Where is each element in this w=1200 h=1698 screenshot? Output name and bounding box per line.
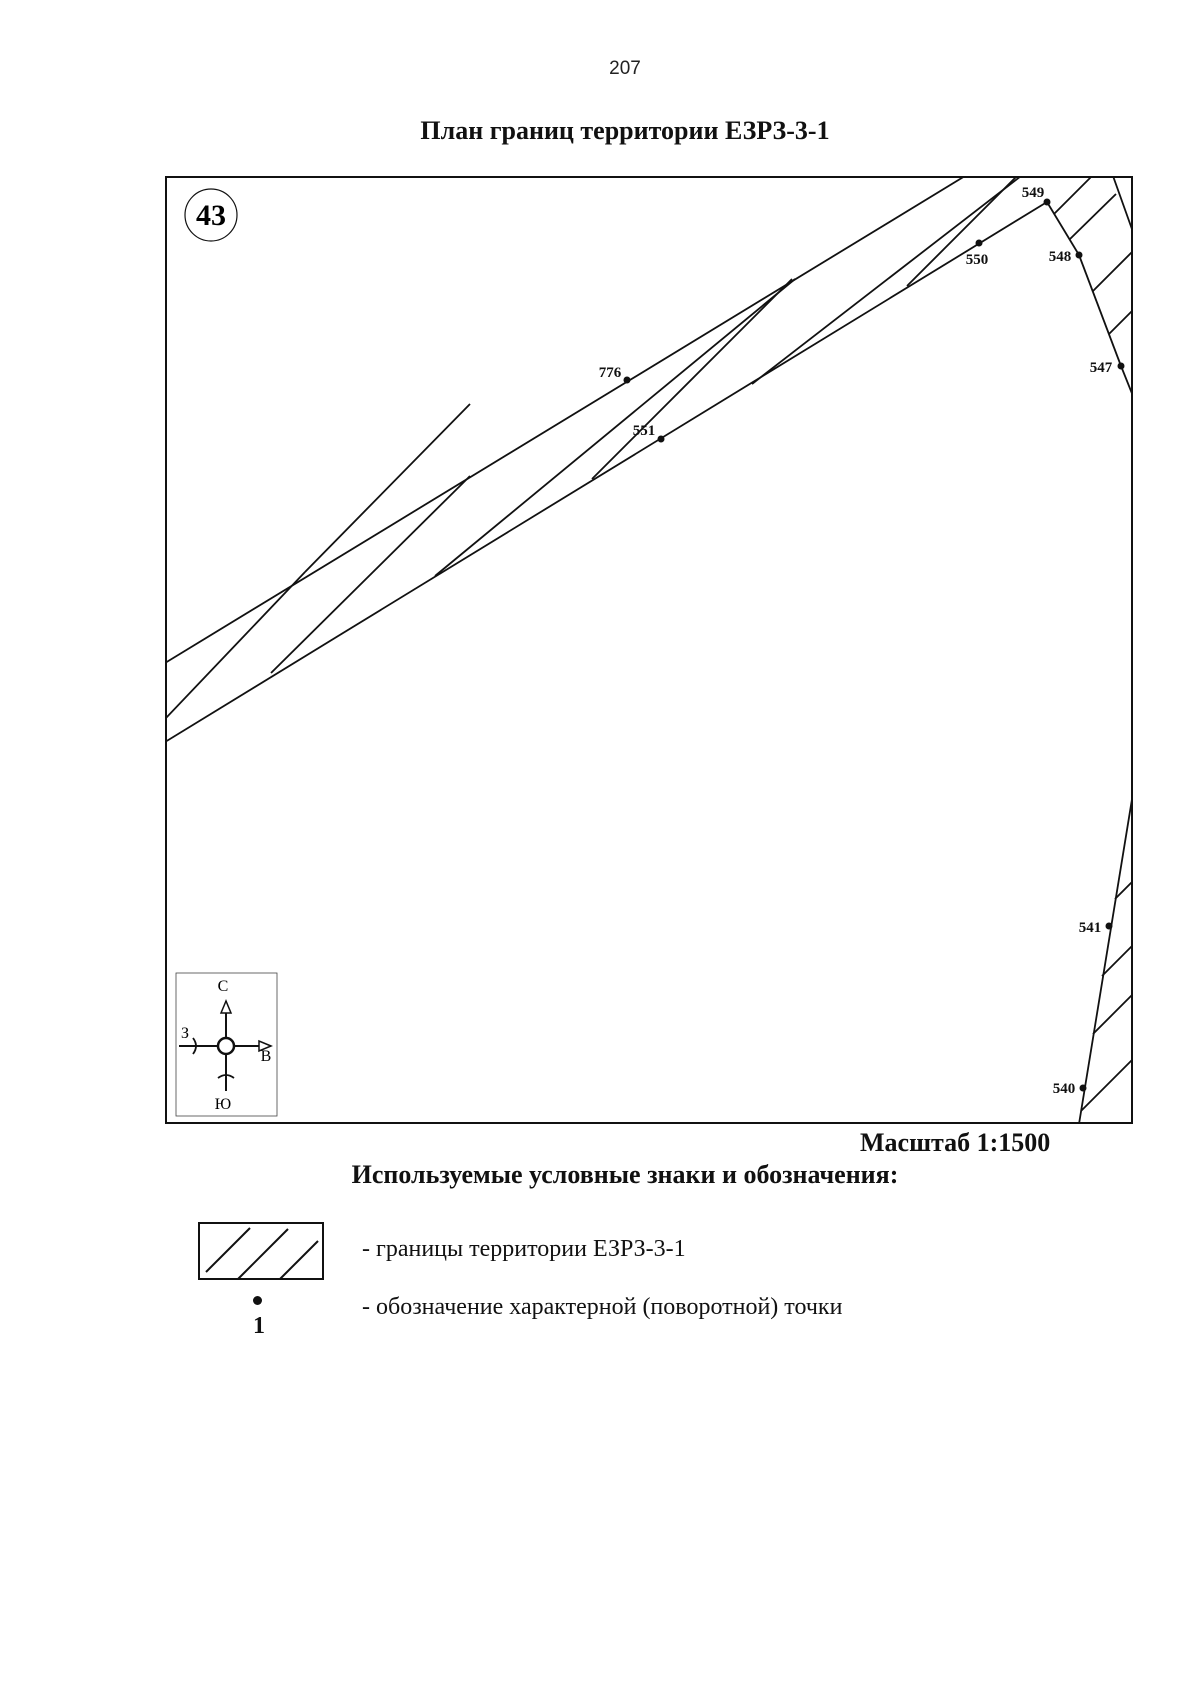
page-title: План границ территории ЕЗРЗ-3-1: [420, 116, 830, 145]
strip-upper-edge: [165, 176, 965, 663]
boundary-plan-map: [165, 176, 1133, 1124]
hatch-line: [1070, 194, 1116, 239]
hatch-line: [752, 176, 1021, 384]
hatch-line: [1093, 251, 1133, 291]
point-label: 541: [1078, 920, 1102, 936]
compass-rose: [176, 973, 277, 1116]
strip-lower-edge: [165, 202, 1047, 742]
point-marker: [1076, 252, 1083, 259]
hatch-line: [305, 404, 470, 572]
characteristic-points: [599, 185, 1125, 1097]
legend-hatch-swatch: [198, 1222, 324, 1280]
boundary-edge: [1113, 176, 1133, 232]
hatch-line: [592, 279, 792, 479]
point-label: 549: [1021, 185, 1045, 201]
compass-south-label: Ю: [214, 1096, 232, 1113]
point-label: 776: [598, 365, 622, 381]
hatch-line: [1109, 310, 1133, 334]
hatch-line: [435, 279, 795, 576]
point-marker: [624, 377, 631, 384]
point-marker: [976, 240, 983, 247]
point-marker: [1106, 923, 1113, 930]
point-marker: [1044, 199, 1051, 206]
point-label: 551: [632, 423, 656, 439]
point-label: 548: [1048, 249, 1072, 265]
legend-point-symbol: [253, 1286, 265, 1340]
point-dot-icon: [253, 1296, 262, 1305]
legend-point-number: 1: [253, 1313, 265, 1339]
legend-item-boundary: - границы территории ЕЗРЗ-3-1: [362, 1236, 686, 1262]
point-label: 550: [965, 252, 989, 268]
compass-west-label: З: [180, 1025, 190, 1042]
point-label: 547: [1089, 360, 1113, 376]
territory-boundary-east-bottom: [1079, 793, 1133, 1124]
point-marker: [658, 436, 665, 443]
hatch-line: [1054, 177, 1091, 214]
boundary-edge: [1079, 255, 1121, 366]
compass-north-label: С: [217, 978, 229, 995]
legend-title: Используемые условные знаки и обозначения:: [351, 1160, 899, 1189]
compass-center: [218, 1038, 234, 1054]
strip-inner-edge: [165, 572, 305, 719]
compass-east-label: В: [260, 1048, 272, 1065]
legend-item-point: - обозначение характерной (поворотной) точки: [362, 1294, 843, 1320]
point-marker: [1080, 1085, 1087, 1092]
north-arrow-icon: [221, 1001, 231, 1013]
point-label: 540: [1052, 1081, 1076, 1097]
point-marker: [1118, 363, 1125, 370]
boundary-edge: [1047, 202, 1079, 255]
territory-strip: [165, 176, 1047, 742]
page-number: 207: [609, 58, 641, 79]
map-frame: [166, 177, 1132, 1123]
sheet-number: 43: [196, 199, 226, 232]
boundary-edge: [1079, 793, 1133, 1124]
map-scale: Масштаб 1:1500: [860, 1128, 1051, 1157]
